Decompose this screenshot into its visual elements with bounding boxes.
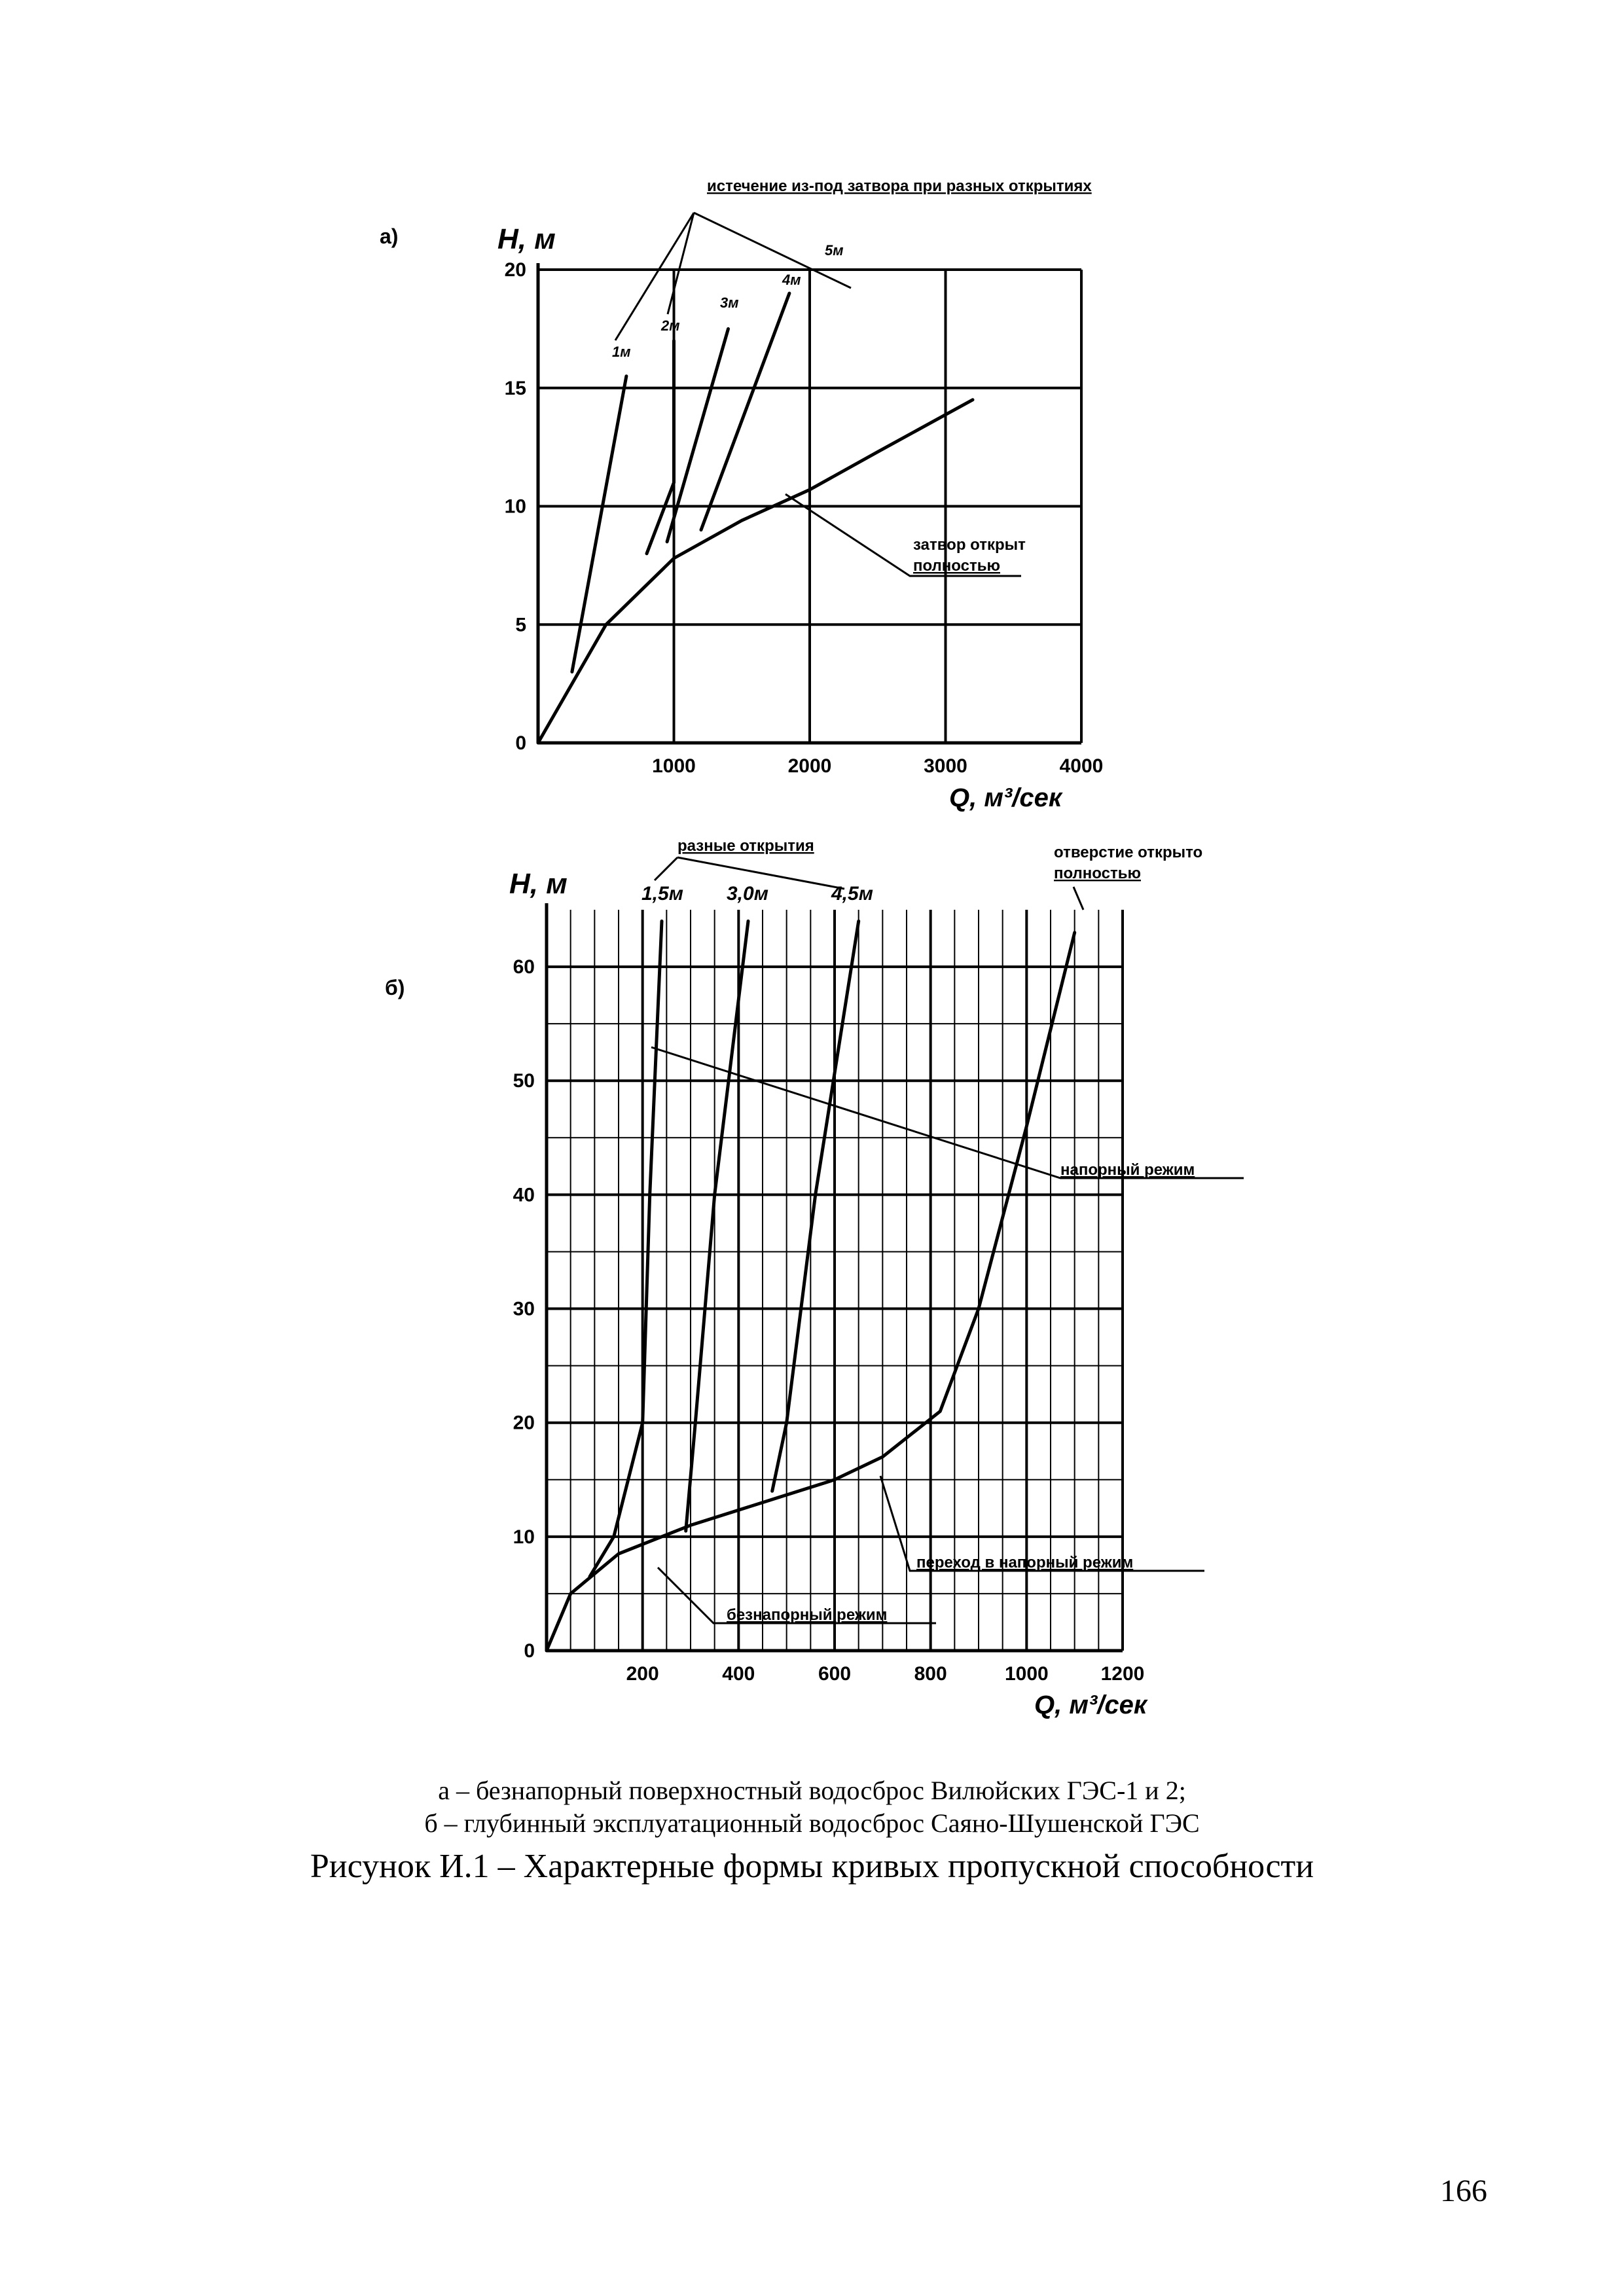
series-line-a-3м — [667, 329, 728, 541]
annotation-a-fully-open-line2: полностью — [913, 557, 1000, 575]
x-tick-label-a-2: 3000 — [924, 755, 967, 777]
panel-label-b: б) — [385, 976, 405, 999]
grid-b — [547, 903, 1123, 1651]
annotation-b-fully-open-line1: отверстие открыто — [1054, 844, 1203, 861]
series-a — [538, 293, 973, 743]
x-tick-label-a-1: 2000 — [787, 755, 832, 777]
x-tick-label-a-0: 1000 — [652, 755, 696, 777]
annotation-b-various-openings: разные открытия — [677, 837, 814, 855]
ticks-a — [505, 259, 1104, 777]
annotation-b-pressure-mode: напорный режим — [1060, 1161, 1195, 1179]
x-tick-label-a-3: 4000 — [1059, 755, 1104, 777]
y-tick-label-b-5: 50 — [513, 1070, 535, 1092]
annotation-a-leaders — [615, 213, 1021, 576]
annotation-a-gate-outflow: истечение из-под затвора при разных открытиях — [707, 177, 1092, 195]
series-line-a-затвор-открыт-полностью — [538, 400, 973, 743]
annotation-a-1m: 1м — [612, 344, 631, 360]
y-tick-label-a-4: 20 — [504, 259, 526, 281]
y-tick-label-a-3: 15 — [504, 377, 526, 399]
leader-a-2 — [668, 213, 694, 314]
annotation-b-transition: переход в напорный режим — [916, 1554, 1134, 1571]
page-number: 166 — [1440, 2174, 1487, 2208]
chart-a — [380, 177, 1103, 812]
caption-line-b: б – глубинный эксплуатационный водосброс Саяно-Шушенской ГЭС — [424, 1808, 1200, 1838]
annotation-a-2m: 2м — [661, 317, 680, 334]
series-line-a-1м — [572, 376, 626, 672]
y-tick-label-a-0: 0 — [515, 732, 526, 754]
chart-b — [385, 837, 1244, 1719]
series-line-b-1-5м — [590, 921, 662, 1576]
annotation-b-fully-open-line2: полностью — [1054, 865, 1141, 882]
y-tick-label-b-4: 40 — [513, 1184, 535, 1206]
x-axis-label-b: Q, м³/сек — [1034, 1691, 1147, 1719]
series-line-a-2м — [647, 341, 674, 554]
y-tick-label-a-1: 5 — [515, 614, 526, 636]
annotation-a-3m: 3м — [720, 295, 739, 311]
x-tick-label-b-3: 800 — [914, 1663, 947, 1685]
y-tick-label-b-0: 0 — [524, 1640, 535, 1662]
panel-label-a: а) — [380, 224, 399, 248]
annotation-a-fully-open — [913, 536, 1030, 575]
annotation-b-1-5m: 1,5м — [641, 883, 683, 905]
y-tick-label-b-3: 30 — [513, 1298, 535, 1320]
annotation-a-4m: 4м — [782, 272, 801, 288]
annotation-b-fully-open — [1054, 844, 1207, 882]
annotation-a-fully-open-line1: затвор открыт — [913, 536, 1026, 554]
x-tick-label-b-0: 200 — [626, 1663, 659, 1685]
y-axis-label-a: H, м — [497, 223, 556, 255]
series-line-a-4м — [701, 293, 789, 529]
series-line-b-4-5м — [772, 921, 859, 1491]
leader-a-1 — [615, 213, 694, 340]
caption-line-a: а – безнапорный поверхностный водосброс Вилюйских ГЭС-1 и 2; — [438, 1776, 1186, 1805]
ticks-b — [513, 956, 1145, 1685]
annotation-b-free-flow: безнапорный режим — [727, 1606, 888, 1624]
x-tick-label-b-5: 1200 — [1100, 1663, 1145, 1685]
x-axis-label-a: Q, м³/сек — [949, 783, 1062, 812]
x-tick-label-b-1: 400 — [722, 1663, 755, 1685]
y-tick-label-b-1: 10 — [513, 1526, 535, 1548]
figure-title: Рисунок И.1 – Характерные формы кривых пропускной способности — [310, 1848, 1314, 1885]
leader-b-3 — [1074, 887, 1083, 910]
y-tick-label-a-2: 10 — [504, 495, 526, 518]
leader-b-1 — [655, 857, 677, 880]
y-tick-label-b-6: 60 — [513, 956, 535, 978]
annotation-b-4-5m: 4,5м — [831, 883, 873, 905]
y-tick-label-b-2: 20 — [513, 1412, 535, 1434]
y-axis-label-b: H, м — [509, 868, 568, 900]
annotation-b-3-0m: 3,0м — [727, 883, 768, 905]
x-tick-label-b-4: 1000 — [1004, 1663, 1049, 1685]
annotation-a-5m: 5м — [825, 242, 844, 259]
x-tick-label-b-2: 600 — [818, 1663, 852, 1685]
leader-b-4 — [651, 1047, 1244, 1178]
